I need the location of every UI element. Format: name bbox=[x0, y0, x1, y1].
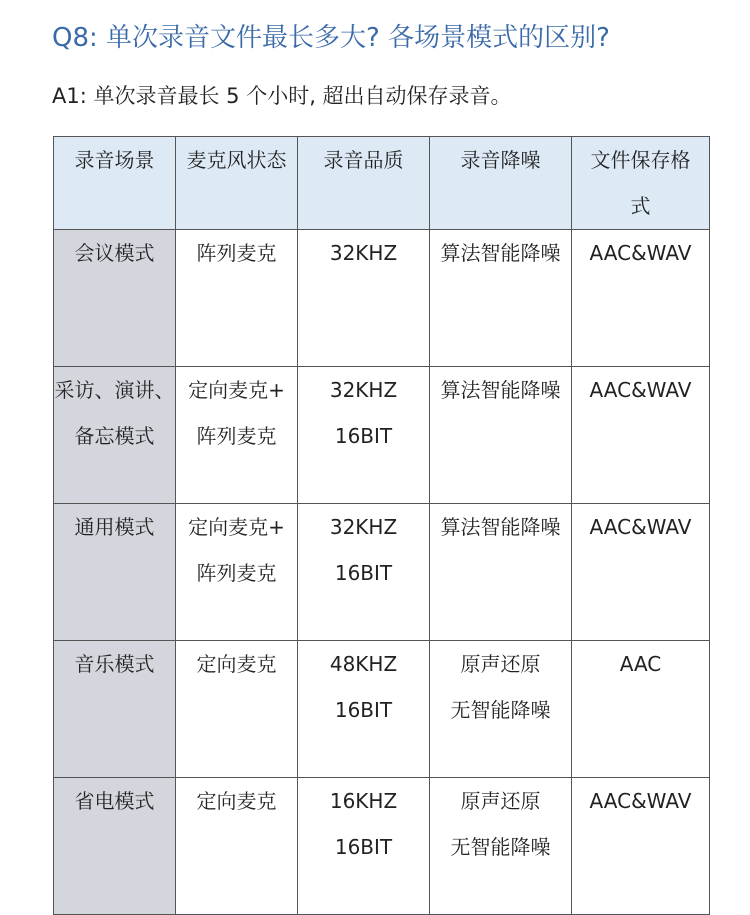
header-quality bbox=[298, 137, 430, 230]
cell-quality bbox=[298, 641, 430, 778]
cell-line: 算法智能降噪 bbox=[440, 515, 561, 539]
cell-line: 算法智能降噪 bbox=[440, 241, 561, 265]
table-row bbox=[54, 230, 710, 367]
cell-line: 采访、演讲、 bbox=[54, 378, 175, 402]
cell-mic bbox=[176, 230, 298, 367]
table-row bbox=[54, 367, 710, 504]
answer-text: A1: 单次录音最长 5 个小时, 超出自动保存录音。 bbox=[52, 84, 512, 108]
header-scene-line: 录音场景 bbox=[74, 148, 155, 172]
cell-line: 无智能降噪 bbox=[450, 698, 551, 722]
scene-mode-table bbox=[53, 136, 710, 915]
cell-line: 通用模式 bbox=[74, 515, 155, 539]
cell-line: 定向麦克+ bbox=[188, 378, 285, 402]
header-format-line-2: 式 bbox=[630, 194, 651, 218]
table-row bbox=[54, 641, 710, 778]
header-mic bbox=[176, 137, 298, 230]
cell-line: 16BIT bbox=[334, 698, 393, 722]
cell-line: 会议模式 bbox=[74, 241, 155, 265]
cell-line: AAC&WAV bbox=[589, 241, 692, 265]
table-header-row bbox=[54, 137, 710, 230]
cell-line: 阵列麦克 bbox=[196, 561, 277, 585]
header-noise-line: 录音降噪 bbox=[460, 148, 541, 172]
cell-line: 32KHZ bbox=[329, 378, 398, 402]
table-header bbox=[54, 137, 710, 230]
table-row bbox=[54, 778, 710, 915]
cell-quality bbox=[298, 504, 430, 641]
cell-quality bbox=[298, 367, 430, 504]
cell-scene bbox=[54, 230, 176, 367]
cell-line: 32KHZ bbox=[329, 515, 398, 539]
cell-format bbox=[572, 367, 710, 504]
question-heading: Q8: 单次录音文件最长多大? 各场景模式的区别? bbox=[52, 23, 610, 53]
cell-noise bbox=[430, 778, 572, 915]
cell-mic bbox=[176, 367, 298, 504]
header-noise bbox=[430, 137, 572, 230]
table-row bbox=[54, 504, 710, 641]
cell-format bbox=[572, 778, 710, 915]
header-scene bbox=[54, 137, 176, 230]
cell-line: 16BIT bbox=[334, 835, 393, 859]
cell-noise bbox=[430, 641, 572, 778]
cell-line: 48KHZ bbox=[329, 652, 398, 676]
cell-line: AAC&WAV bbox=[589, 378, 692, 402]
cell-line: 原声还原 bbox=[460, 652, 541, 676]
cell-line: 算法智能降噪 bbox=[440, 378, 561, 402]
cell-scene bbox=[54, 504, 176, 641]
cell-line: 16KHZ bbox=[329, 789, 398, 813]
header-quality-line: 录音品质 bbox=[323, 148, 404, 172]
cell-line: 阵列麦克 bbox=[196, 424, 277, 448]
header-mic-line: 麦克风状态 bbox=[186, 148, 287, 172]
cell-line: 音乐模式 bbox=[74, 652, 155, 676]
cell-line: 备忘模式 bbox=[74, 424, 155, 448]
table-body bbox=[54, 230, 710, 915]
cell-line: 定向麦克+ bbox=[188, 515, 285, 539]
cell-line: 16BIT bbox=[334, 561, 393, 585]
cell-line: 无智能降噪 bbox=[450, 835, 551, 859]
cell-line: 定向麦克 bbox=[196, 789, 277, 813]
cell-scene bbox=[54, 641, 176, 778]
cell-line: AAC bbox=[619, 652, 662, 676]
cell-noise bbox=[430, 367, 572, 504]
header-format-line-1: 文件保存格 bbox=[590, 148, 691, 172]
cell-line: AAC&WAV bbox=[589, 515, 692, 539]
cell-mic bbox=[176, 778, 298, 915]
header-format bbox=[572, 137, 710, 230]
cell-quality bbox=[298, 230, 430, 367]
cell-line: 16BIT bbox=[334, 424, 393, 448]
cell-scene bbox=[54, 778, 176, 915]
cell-line: 省电模式 bbox=[74, 789, 155, 813]
cell-mic bbox=[176, 504, 298, 641]
cell-format bbox=[572, 504, 710, 641]
cell-format bbox=[572, 641, 710, 778]
cell-noise bbox=[430, 230, 572, 367]
cell-line: 32KHZ bbox=[329, 241, 398, 265]
cell-quality bbox=[298, 778, 430, 915]
cell-noise bbox=[430, 504, 572, 641]
cell-line: 定向麦克 bbox=[196, 652, 277, 676]
cell-mic bbox=[176, 641, 298, 778]
cell-line: 阵列麦克 bbox=[196, 241, 277, 265]
cell-line: 原声还原 bbox=[460, 789, 541, 813]
cell-line: AAC&WAV bbox=[589, 789, 692, 813]
cell-format bbox=[572, 230, 710, 367]
cell-scene bbox=[54, 367, 176, 504]
